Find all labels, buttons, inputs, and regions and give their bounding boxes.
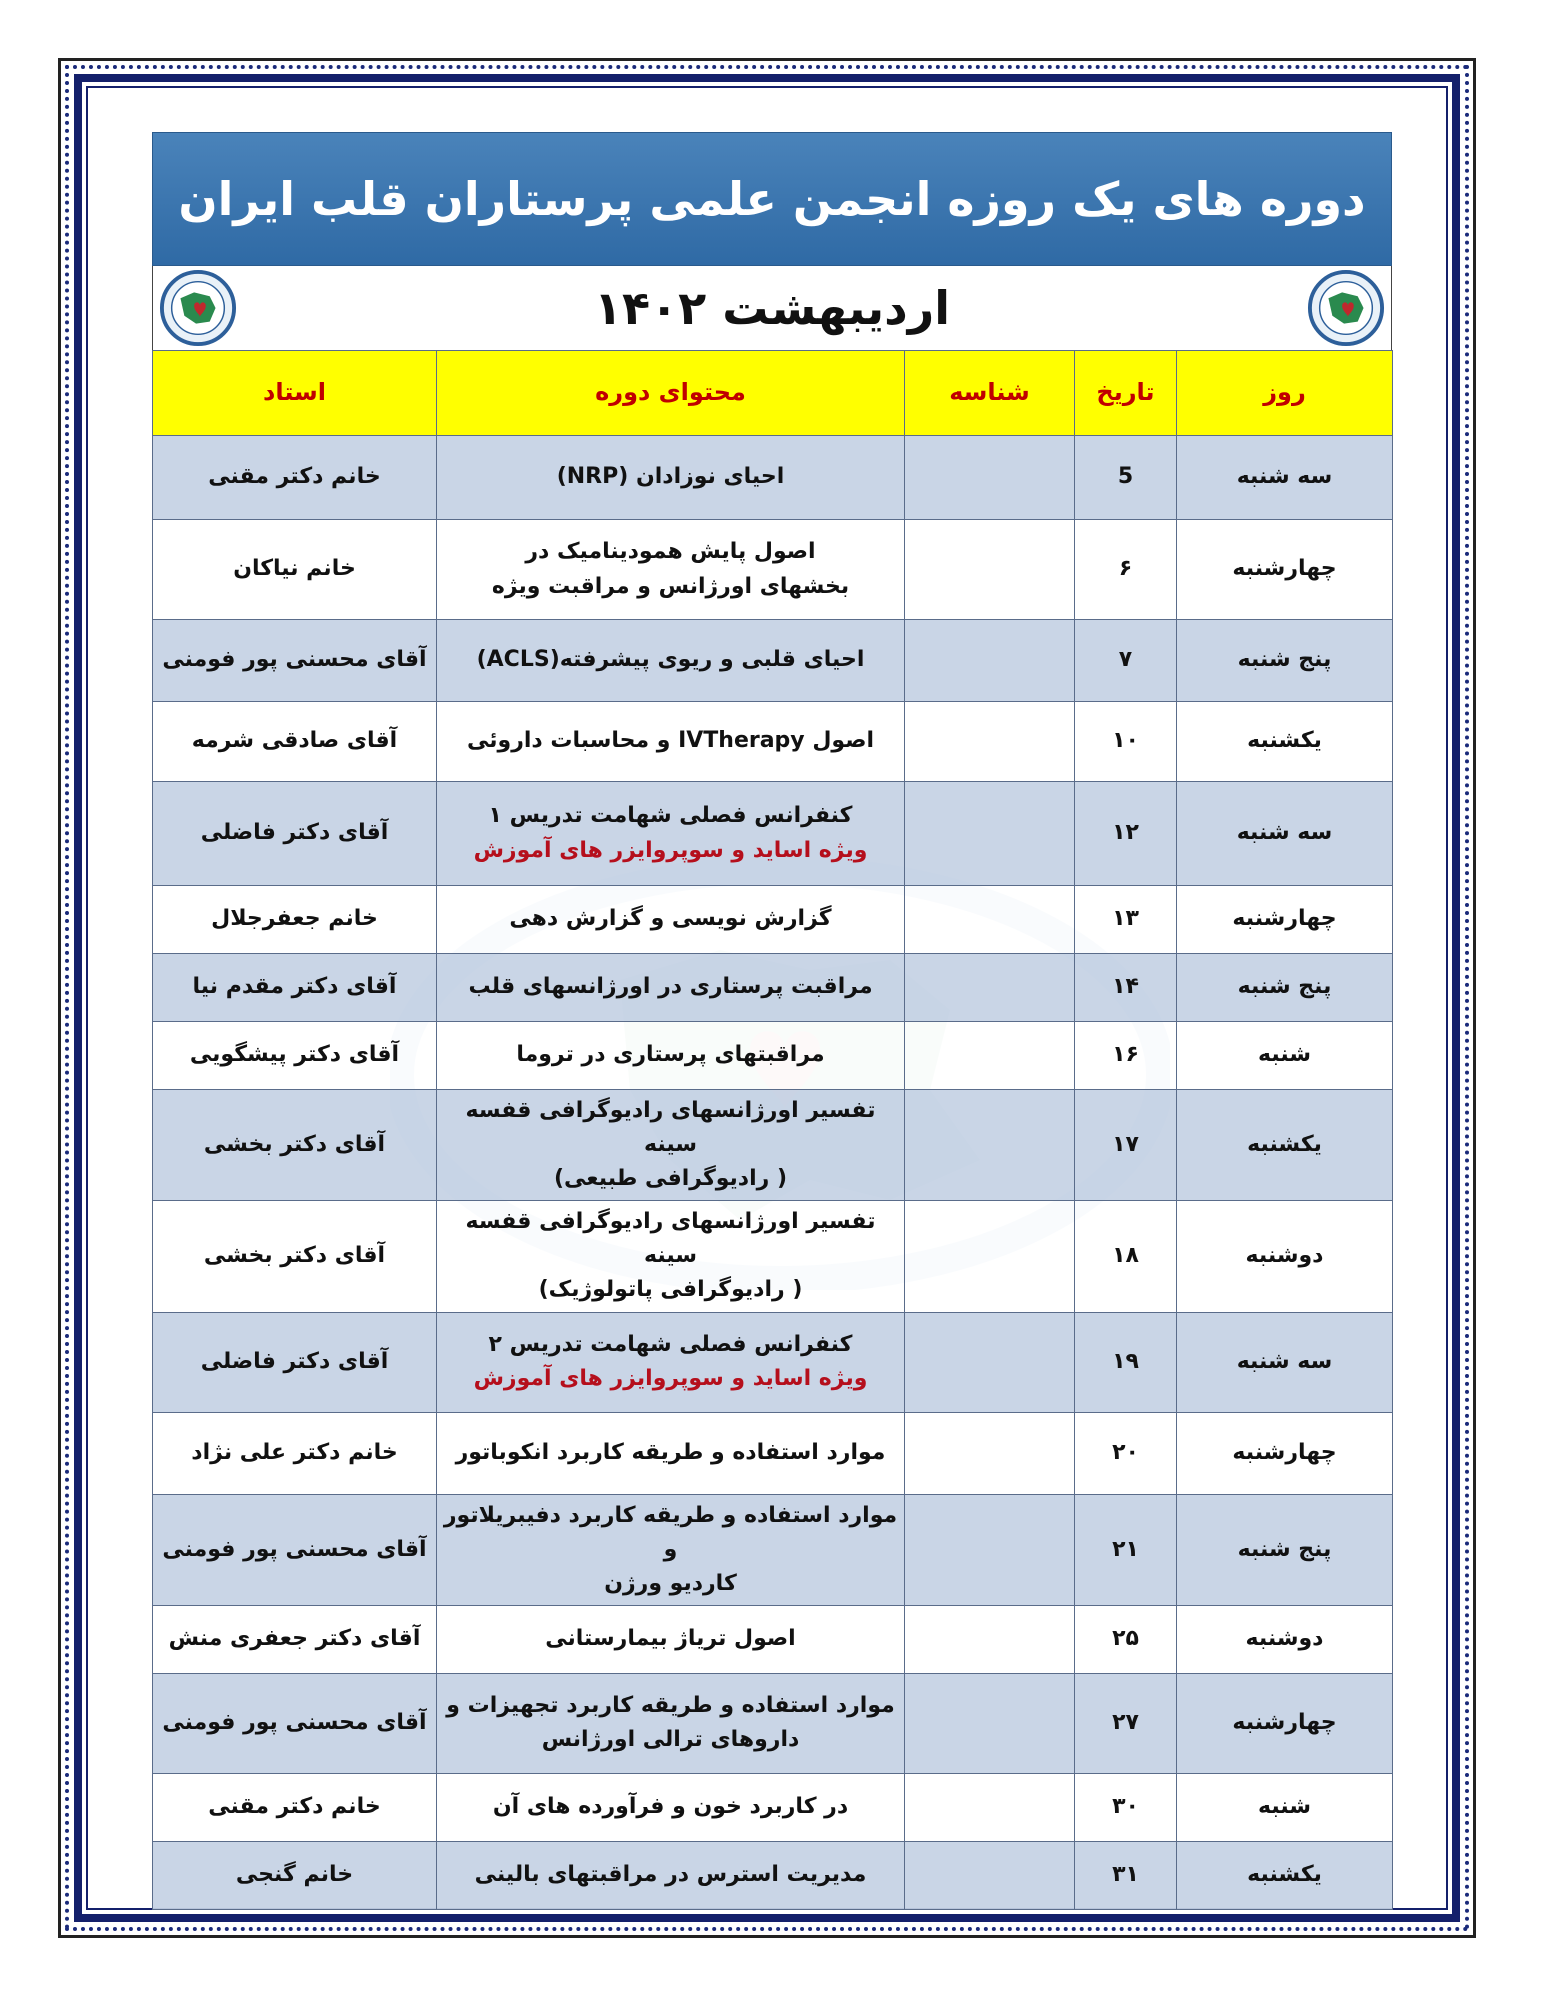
cell-instructor: آقای دکتر پیشگویی (153, 1022, 437, 1090)
cell-day: یکشنبه (1177, 1841, 1393, 1909)
cell-day: شنبه (1177, 1773, 1393, 1841)
cell-date: ۲۵ (1075, 1605, 1177, 1673)
table-row (153, 1673, 1393, 1773)
course-title-line: کاردیو ورژن (604, 1570, 737, 1596)
cell-instructor: آقای دکتر مقدم نیا (153, 954, 437, 1022)
cell-date: ۲۰ (1075, 1412, 1177, 1494)
cell-date: ۱۶ (1075, 1022, 1177, 1090)
cell-date: ۱۸ (1075, 1201, 1177, 1312)
table-row (153, 1312, 1393, 1412)
course-title-line: داروهای ترالی اورژانس (541, 1727, 800, 1753)
header-day: روز (1177, 351, 1393, 436)
cell-code (905, 886, 1075, 954)
cell-content (437, 1673, 905, 1773)
month-title: اردیبهشت ۱۴۰۲ (593, 281, 951, 335)
cell-content (437, 620, 905, 702)
course-title-line: در کاربرد خون و فرآورده های آن (492, 1794, 849, 1820)
course-title-line: کنفرانس فصلی شهامت تدریس ۱ (488, 803, 853, 829)
course-title-line: احیای نوزادان (NRP) (556, 464, 785, 490)
header-instructor: استاد (153, 351, 437, 436)
table-row (153, 886, 1393, 954)
cell-instructor: آقای دکتر بخشی (153, 1201, 437, 1312)
cell-day: پنج شنبه (1177, 954, 1393, 1022)
cell-day: دوشنبه (1177, 1605, 1393, 1673)
cell-day: یکشنبه (1177, 702, 1393, 782)
table-row (153, 1773, 1393, 1841)
cell-instructor: خانم دکتر مقنی (153, 436, 437, 520)
cell-instructor: آقای محسنی پور فومنی (153, 620, 437, 702)
course-title-line: اصول تریاژ بیمارستانی (545, 1626, 796, 1652)
cell-instructor: خانم نیاکان (153, 520, 437, 620)
cell-day: دوشنبه (1177, 1201, 1393, 1312)
cell-date: ۷ (1075, 620, 1177, 702)
course-title-line: گزارش نویسی و گزارش دهی (509, 906, 832, 932)
cell-code (905, 702, 1075, 782)
cell-day: چهارشنبه (1177, 1673, 1393, 1773)
course-title-line: اصول پایش همودینامیک در (525, 539, 816, 565)
cell-content (437, 782, 905, 886)
course-title-line: موارد استفاده و طریقه کاربرد تجهیزات و (446, 1693, 895, 1719)
cell-day: شنبه (1177, 1022, 1393, 1090)
table-row (153, 1605, 1393, 1673)
header-content: محتوای دوره (437, 351, 905, 436)
cell-day: سه شنبه (1177, 1312, 1393, 1412)
table-row (153, 436, 1393, 520)
cell-content (437, 1412, 905, 1494)
course-title-line: ( رادیوگرافی پاتولوژیک) (538, 1277, 803, 1303)
cell-code (905, 1605, 1075, 1673)
cell-content (437, 1494, 905, 1605)
cell-day: یکشنبه (1177, 1090, 1393, 1201)
page-title: دوره های یک روزه انجمن علمی پرستاران قلب ایران (178, 172, 1366, 226)
cell-day: چهارشنبه (1177, 520, 1393, 620)
cell-content (437, 1201, 905, 1312)
table-row (153, 1412, 1393, 1494)
header-date: تاریخ (1075, 351, 1177, 436)
cell-day: پنج شنبه (1177, 620, 1393, 702)
cell-code (905, 436, 1075, 520)
cell-date: ۱۳ (1075, 886, 1177, 954)
table-row (153, 954, 1393, 1022)
cell-code (905, 1494, 1075, 1605)
cell-code (905, 782, 1075, 886)
cell-instructor: خانم دکتر مقنی (153, 1773, 437, 1841)
table-row (153, 1090, 1393, 1201)
cell-code (905, 1022, 1075, 1090)
cell-content (437, 520, 905, 620)
cell-date: ۳۱ (1075, 1841, 1177, 1909)
cell-date: ۶ (1075, 520, 1177, 620)
cell-date: 5 (1075, 436, 1177, 520)
table-row (153, 520, 1393, 620)
course-title-line: موارد استفاده و طریقه کاربرد انکوباتور (455, 1440, 886, 1466)
month-row (152, 266, 1392, 350)
table-row (153, 782, 1393, 886)
cell-content (437, 436, 905, 520)
cell-instructor: آقای صادقی شرمه (153, 702, 437, 782)
cell-content (437, 1022, 905, 1090)
cell-code (905, 1841, 1075, 1909)
cell-code (905, 1673, 1075, 1773)
cell-date: ۱۷ (1075, 1090, 1177, 1201)
cell-content (437, 886, 905, 954)
cell-content (437, 954, 905, 1022)
cell-code (905, 954, 1075, 1022)
course-title-line: ( رادیوگرافی طبیعی) (553, 1166, 788, 1192)
cell-date: ۱۹ (1075, 1312, 1177, 1412)
course-title-line: بخشهای اورژانس و مراقبت ویژه (491, 573, 850, 599)
cell-date: ۲۷ (1075, 1673, 1177, 1773)
cell-instructor: آقای محسنی پور فومنی (153, 1673, 437, 1773)
course-title-line: تفسیر اورژانسهای رادیوگرافی قفسه سینه (465, 1209, 876, 1269)
table-row (153, 1841, 1393, 1909)
cell-content (437, 1090, 905, 1201)
course-title-line: احیای قلبی و ریوی پیشرفته(ACLS) (476, 647, 865, 673)
schedule-sheet (152, 132, 1392, 1910)
cell-instructor: خانم دکتر علی نژاد (153, 1412, 437, 1494)
cell-instructor: آقای دکتر فاضلی (153, 782, 437, 886)
course-title-line: کنفرانس فصلی شهامت تدریس ۲ (488, 1331, 853, 1357)
cell-date: ۳۰ (1075, 1773, 1177, 1841)
society-logo-left-icon (159, 269, 237, 347)
cell-instructor: آقای دکتر بخشی (153, 1090, 437, 1201)
cell-instructor: آقای محسنی پور فومنی (153, 1494, 437, 1605)
cell-code (905, 620, 1075, 702)
course-audience-note: ویژه اساید و سوپروایزر های آموزش (473, 837, 868, 863)
cell-instructor: خانم جعفرجلال (153, 886, 437, 954)
schedule-table (152, 350, 1393, 1910)
table-row (153, 620, 1393, 702)
cell-content (437, 1312, 905, 1412)
cell-instructor: آقای دکتر جعفری منش (153, 1605, 437, 1673)
course-title-line: مدیریت استرس در مراقبتهای بالینی (474, 1862, 867, 1888)
cell-day: سه شنبه (1177, 782, 1393, 886)
cell-date: ۱۴ (1075, 954, 1177, 1022)
cell-code (905, 1312, 1075, 1412)
course-title-line: مراقبتهای پرستاری در تروما (516, 1042, 825, 1068)
cell-code (905, 1201, 1075, 1312)
cell-date: ۱۰ (1075, 702, 1177, 782)
table-row (153, 1494, 1393, 1605)
cell-content (437, 1605, 905, 1673)
course-title-line: اصول IVTherapy و محاسبات داروئی (467, 728, 874, 754)
header-code: شناسه (905, 351, 1075, 436)
cell-instructor: آقای دکتر فاضلی (153, 1312, 437, 1412)
cell-date: ۲۱ (1075, 1494, 1177, 1605)
course-title-line: تفسیر اورژانسهای رادیوگرافی قفسه سینه (465, 1098, 876, 1158)
cell-day: چهارشنبه (1177, 1412, 1393, 1494)
cell-instructor: خانم گنجی (153, 1841, 437, 1909)
cell-code (905, 1412, 1075, 1494)
table-row (153, 1022, 1393, 1090)
cell-code (905, 520, 1075, 620)
cell-date: ۱۲ (1075, 782, 1177, 886)
table-header-row (153, 351, 1393, 436)
cell-code (905, 1090, 1075, 1201)
cell-content (437, 702, 905, 782)
course-title-line: مراقبت پرستاری در اورژانسهای قلب (468, 974, 873, 1000)
course-audience-note: ویژه اساید و سوپروایزر های آموزش (473, 1366, 868, 1392)
cell-day: چهارشنبه (1177, 886, 1393, 954)
society-logo-right-icon (1307, 269, 1385, 347)
cell-day: پنج شنبه (1177, 1494, 1393, 1605)
cell-day: سه شنبه (1177, 436, 1393, 520)
cell-code (905, 1773, 1075, 1841)
course-title-line: موارد استفاده و طریقه کاربرد دفیبریلاتور و (443, 1502, 898, 1562)
title-bar (152, 132, 1392, 266)
table-row (153, 1201, 1393, 1312)
table-row (153, 702, 1393, 782)
cell-content (437, 1773, 905, 1841)
cell-content (437, 1841, 905, 1909)
